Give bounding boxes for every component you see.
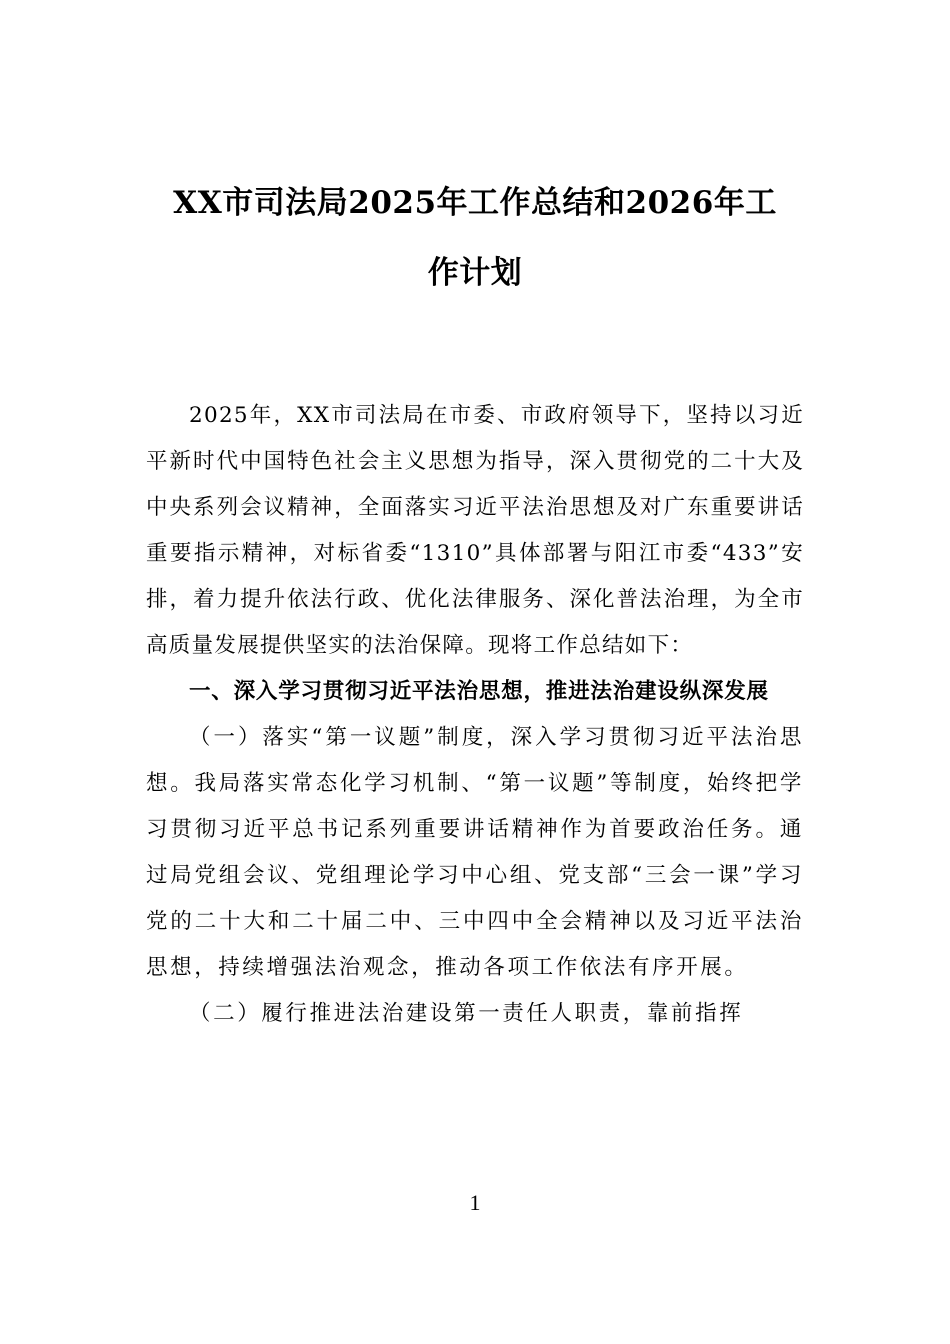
subsection-paragraph-1: （一）落实“第一议题”制度，深入学习贯彻习近平法治思想。我局落实常态化学习机制、“第一议题”等制度，始终把学习贯彻习近平总书记系列重要讲话精神作为首要政治任务。通过局党组会议、党组理论学习中心组、党支部“三会一课”学习党的二十大和二十届二中、三中四中全会精神以及习近平法治思想，持续增强法治观念，推动各项工作依法有序开展。 [146, 725, 804, 980]
document-title [140, 168, 810, 308]
section-heading-1: 一、深入学习贯彻习近平法治思想，推进法治建设纵深发展 [189, 679, 769, 704]
subsection-paragraph-2: （二）履行推进法治建设第一责任人职责，靠前指挥 [189, 1001, 744, 1026]
page-number: 1 [469, 1190, 481, 1215]
document-body [146, 393, 804, 1037]
title-line-1: XX市司法局2025年工作总结和2026年工 [173, 185, 777, 221]
intro-paragraph: 2025年，XX市司法局在市委、市政府领导下，坚持以习近平新时代中国特色社会主义思想为指导，深入贯彻党的二十大及中央系列会议精神，全面落实习近平法治思想及对广东重要讲话重要指示精神，对标省委“1310”具体部署与阳江市委“433”安排，着力提升依法行政、优化法律服务、深化普法治理，为全市高质量发展提供坚实的法治保障。现将工作总结如下： [146, 403, 804, 658]
title-line-2: 作计划 [427, 255, 523, 291]
